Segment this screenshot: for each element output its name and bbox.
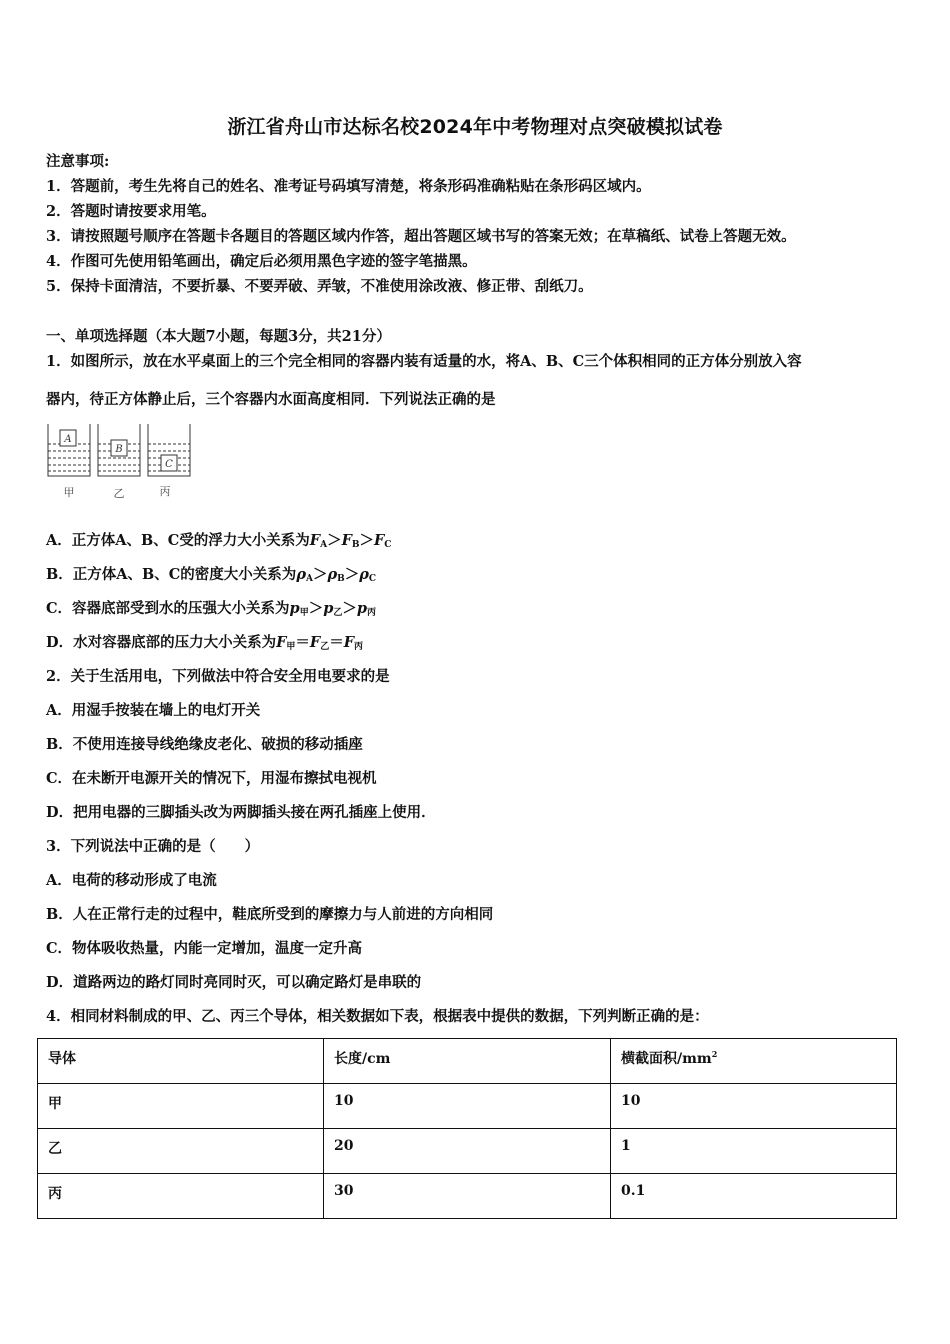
table-cell: 乙 <box>38 1129 324 1174</box>
option-text: A．正方体A、B、C受的浮力大小关系为 <box>46 532 310 549</box>
notice-item: 1．答题前，考生先将自己的姓名、准考证号码填写清楚，将条形码准确粘贴在条形码区域内。 <box>46 178 651 195</box>
container-label-bing: 丙 <box>159 485 171 498</box>
q3-option-d: D．道路两边的路灯同时亮同时灭，可以确定路灯是串联的 <box>46 974 422 991</box>
notice-item: 2．答题时请按要求用笔。 <box>46 203 216 220</box>
table-cell: 10 <box>611 1084 897 1129</box>
option-text: B．正方体A、B、C的密度大小关系为 <box>46 566 297 583</box>
notice-item: 4．作图可先使用铅笔画出，确定后必须用黑色字迹的签字笔描黑。 <box>46 253 477 270</box>
cube-label-c: C <box>165 459 173 470</box>
q2-stem: 2．关于生活用电，下列做法中符合安全用电要求的是 <box>46 668 390 685</box>
option-text: D．水对容器底部的压力大小关系为 <box>46 634 277 651</box>
table-cell: 0.1 <box>611 1174 897 1219</box>
table-header-cell: 导体 <box>38 1039 324 1084</box>
q1-stem-line1: 1．如图所示，放在水平桌面上的三个完全相同的容器内装有适量的水，将A、B、C三个体积相同的正方体分别放入容 <box>46 353 802 370</box>
q3-option-b: B．人在正常行走的过程中，鞋底所受到的摩擦力与人前进的方向相同 <box>46 906 494 923</box>
table-cell: 甲 <box>38 1084 324 1129</box>
table-row <box>38 1174 897 1219</box>
q1-option-a: A．正方体A、B、C受的浮力大小关系为$F_A>F_B>F_C$ <box>46 532 392 550</box>
table-header-row <box>38 1039 897 1084</box>
table-row <box>38 1084 897 1129</box>
section-heading: 一、单项选择题（本大题7小题，每题3分，共21分） <box>46 328 391 345</box>
notice-heading: 注意事项: <box>46 153 110 170</box>
cube-label-a: A <box>64 434 72 445</box>
table-cell: 10 <box>324 1084 611 1129</box>
notice-item: 5．保持卡面清洁，不要折暴、不要弄破、弄皱，不准使用涂改液、修正带、刮纸刀。 <box>46 278 593 295</box>
q1-option-b: B．正方体A、B、C的密度大小关系为$\rho_A>\rho_B>\rho_C$ <box>46 566 377 584</box>
table-header-cell: 横截面积$/mm^2$ <box>611 1039 897 1084</box>
q4-stem: 4．相同材料制成的甲、乙、丙三个导体，相关数据如下表，根据表中提供的数据，下列判断正确的是： <box>46 1008 709 1025</box>
containers-figure <box>44 420 194 502</box>
q2-option-a: A．用湿手按装在墙上的电灯开关 <box>46 702 261 719</box>
q3-option-a: A．电荷的移动形成了电流 <box>46 872 217 889</box>
notice-item: 3．请按照题号顺序在答题卡各题目的答题区域内作答，超出答题区域书写的答案无效；在草稿纸、试卷上答题无效。 <box>46 228 796 245</box>
conductor-table <box>37 1038 897 1219</box>
container-label-jia: 甲 <box>63 486 75 499</box>
q3-option-c: C．物体吸收热量，内能一定增加，温度一定升高 <box>46 940 363 957</box>
q3-stem: 3．下列说法中正确的是（ ） <box>46 838 260 855</box>
table-cell: 1 <box>611 1129 897 1174</box>
q1-option-c: C．容器底部受到水的压强大小关系为$p_甲>p_乙>p_丙$ <box>46 600 377 618</box>
table-row <box>38 1129 897 1174</box>
container-jia <box>48 424 90 476</box>
cube-label-b: B <box>115 444 123 455</box>
q2-option-b: B．不使用连接导线绝缘皮老化、破损的移动插座 <box>46 736 363 753</box>
table-cell: 20 <box>324 1129 611 1174</box>
q2-option-c: C．在未断开电源开关的情况下，用湿布擦拭电视机 <box>46 770 377 787</box>
q1-stem-line2: 器内，待正方体静止后，三个容器内水面高度相同．下列说法正确的是 <box>46 391 496 408</box>
table-header-cell: 长度/cm <box>324 1039 611 1084</box>
container-label-yi: 乙 <box>113 487 125 500</box>
option-text: C．容器底部受到水的压强大小关系为 <box>46 600 290 617</box>
q2-option-d: D．把用电器的三脚插头改为两脚插头接在两孔插座上使用． <box>46 804 436 821</box>
q1-option-d: D．水对容器底部的压力大小关系为$F_甲=F_乙=F_丙$ <box>46 634 364 652</box>
table-cell: 30 <box>324 1174 611 1219</box>
page-title: 浙江省舟山市达标名校2024年中考物理对点突破模拟试卷 <box>227 116 723 138</box>
table-cell: 丙 <box>38 1174 324 1219</box>
